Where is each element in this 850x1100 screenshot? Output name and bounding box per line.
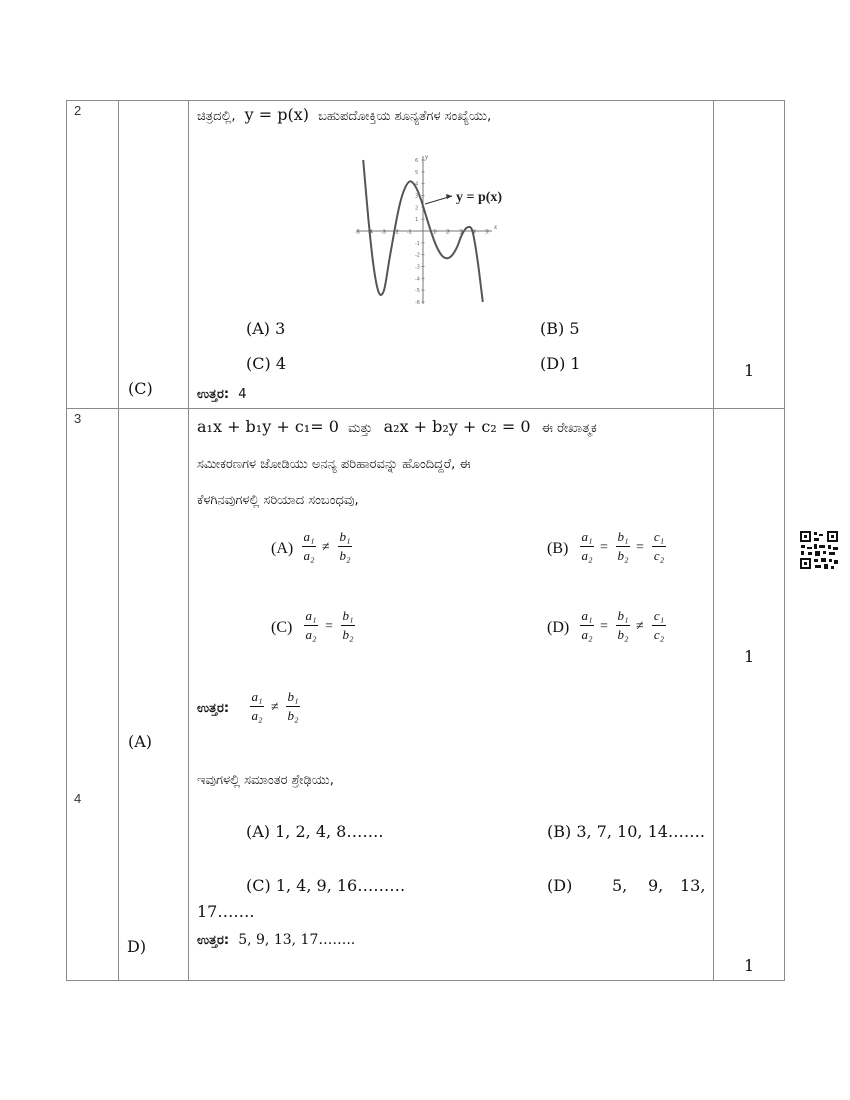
polynomial-graph xyxy=(350,152,530,310)
table-top-border xyxy=(66,100,784,101)
marks: 1 xyxy=(744,956,755,975)
question-math: y = p(x) xyxy=(244,105,309,124)
option-b: (B) 5 xyxy=(540,319,580,338)
question-prefix: ಚಿತ್ರದಲ್ಲಿ, xyxy=(197,109,236,124)
x-tick-label: -5 xyxy=(355,229,360,236)
equation-2: a₂x + b₂y + c₂ = 0 xyxy=(383,417,531,436)
y-tick-label: 1 xyxy=(415,217,419,224)
x-tick-label: 5 xyxy=(485,229,489,236)
graph-annotation: y = p(x) xyxy=(456,190,503,205)
table-col-divider-1 xyxy=(118,100,119,981)
fraction-b1-b2: b₁ b₂ xyxy=(617,608,629,642)
answer-not-equal-sign: ≠ xyxy=(271,700,279,715)
question-line-3: ಕೆಳಗಿನವುಗಳಲ್ಲಿ ಸರಿಯಾದ ಸಂಬಂಧವು, xyxy=(197,493,359,508)
x-tick-label: 3 xyxy=(459,229,463,236)
y-tick-label: -1 xyxy=(415,240,420,247)
question-line-1-rest: ಈ ರೇಖಾತ್ಮಕ xyxy=(541,421,597,436)
equal-sign: = xyxy=(636,540,644,555)
not-equal-sign: ≠ xyxy=(636,619,644,634)
annotation-arrowhead-icon xyxy=(446,194,452,199)
x-axis-label: x xyxy=(494,223,498,231)
table-right-border xyxy=(784,100,785,981)
y-tick-label: 2 xyxy=(415,205,419,212)
y-tick-label: -6 xyxy=(415,300,420,306)
fraction-a1-a2: a₁ a₂ xyxy=(581,608,593,642)
equal-sign: = xyxy=(600,619,608,634)
question-text: ಇವುಗಳಲ್ಲಿ ಸಮಾಂತರ ಶ್ರೇಢಿಯು, xyxy=(197,773,334,788)
table-col-divider-3 xyxy=(713,100,714,981)
answer-line xyxy=(197,930,355,950)
fraction-a1-a2: a₁ a₂ xyxy=(305,608,317,642)
x-tick-label: -1 xyxy=(407,229,412,236)
answer-value: 5, 9, 13, 17…….. xyxy=(238,932,356,948)
conjunction: ಮತ್ತು xyxy=(347,421,373,436)
answer-line xyxy=(197,384,246,404)
table-row-divider-1 xyxy=(66,408,784,409)
option-d-label: (D) xyxy=(547,619,570,636)
question-number: 4 xyxy=(74,791,82,806)
question-line-1 xyxy=(197,418,597,438)
answer-label: ಉತ್ತರ: xyxy=(197,387,230,402)
option-d-term-4: 17……. xyxy=(197,902,255,921)
option-c: (C) 1, 4, 9, 16……… xyxy=(246,876,406,895)
question-suffix: ಬಹುಪದೋಕ್ತಿಯ ಶೂನ್ಯತೆಗಳ ಸಂಖ್ಯೆಯು, xyxy=(318,109,492,124)
x-tick-label: -3 xyxy=(381,229,386,236)
table-col-divider-2 xyxy=(188,100,189,981)
answer-key: (C) xyxy=(128,379,153,398)
x-tick-label: 2 xyxy=(446,229,450,236)
question-number: 3 xyxy=(74,411,82,426)
option-d-term-1: 5, xyxy=(612,876,628,895)
option-d-term-2: 9, xyxy=(648,876,664,895)
option-c-label: (C) xyxy=(271,619,293,636)
option-d-label: (D) xyxy=(547,876,573,895)
equation-1: a₁x + b₁y + c₁= 0 xyxy=(197,417,339,436)
graph-ticks xyxy=(355,158,488,306)
qr-code-icon xyxy=(799,530,839,570)
answer-key: (A) xyxy=(128,732,153,751)
answer-value: 4 xyxy=(238,387,247,402)
x-tick-label: -4 xyxy=(368,229,373,236)
option-d-term-3: 13, xyxy=(680,876,706,895)
y-tick-label: 3 xyxy=(415,193,419,200)
answer-key: D) xyxy=(127,937,147,956)
fraction-c1-c2: c₁ c₂ xyxy=(653,529,665,563)
question-number: 2 xyxy=(74,103,82,118)
question-text xyxy=(197,106,491,126)
fraction-b1-b2: b₁ b₂ xyxy=(339,529,351,563)
answer-label: ಉತ್ತರ: xyxy=(197,933,230,948)
x-tick-label: -2 xyxy=(394,229,399,236)
fraction-b1-b2: b₁ b₂ xyxy=(342,608,354,642)
graph-axes xyxy=(356,153,498,304)
table-bottom-border xyxy=(66,980,784,981)
fraction-c1-c2: c₁ c₂ xyxy=(653,608,665,642)
equal-sign: = xyxy=(325,619,333,634)
equal-sign: = xyxy=(600,540,608,555)
y-tick-label: 6 xyxy=(415,158,419,164)
fraction-a1-a2: a₁ a₂ xyxy=(303,529,315,563)
y-axis-label: y xyxy=(425,153,429,161)
marks: 1 xyxy=(744,647,755,666)
x-tick-label: 1 xyxy=(433,229,437,236)
x-tick-label: 4 xyxy=(472,229,476,236)
marks: 1 xyxy=(744,361,755,380)
answer-fraction-b1-b2: b₁ b₂ xyxy=(287,689,299,723)
y-tick-label: -5 xyxy=(415,288,420,295)
fraction-b1-b2: b₁ b₂ xyxy=(617,529,629,563)
y-tick-label: -2 xyxy=(415,252,420,259)
option-b: (B) 3, 7, 10, 14……. xyxy=(547,822,706,841)
option-a: (A) 1, 2, 4, 8……. xyxy=(246,822,384,841)
table-left-border xyxy=(66,100,67,981)
fraction-a1-a2: a₁ a₂ xyxy=(581,529,593,563)
y-tick-label: -4 xyxy=(415,276,420,283)
not-equal-sign: ≠ xyxy=(322,540,330,555)
y-tick-label: 4 xyxy=(415,181,419,188)
option-a: (A) 3 xyxy=(246,319,286,338)
answer-fraction-a1-a2: a₁ a₂ xyxy=(251,689,263,723)
option-c: (C) 4 xyxy=(246,354,286,373)
option-d: (D) 1 xyxy=(540,354,581,373)
option-a-label: (A) xyxy=(271,540,294,557)
y-tick-label: -3 xyxy=(415,264,420,271)
y-tick-label: 5 xyxy=(415,169,419,176)
question-line-2: ಸಮೀಕರಣಗಳ ಜೋಡಿಯು ಅನನ್ಯ ಪರಿಹಾರವನ್ನು ಹೊಂದಿದ್ದರೆ, ಈ xyxy=(197,457,471,472)
answer-label: ಉತ್ತರ: xyxy=(197,701,230,716)
option-b-label: (B) xyxy=(547,540,569,557)
